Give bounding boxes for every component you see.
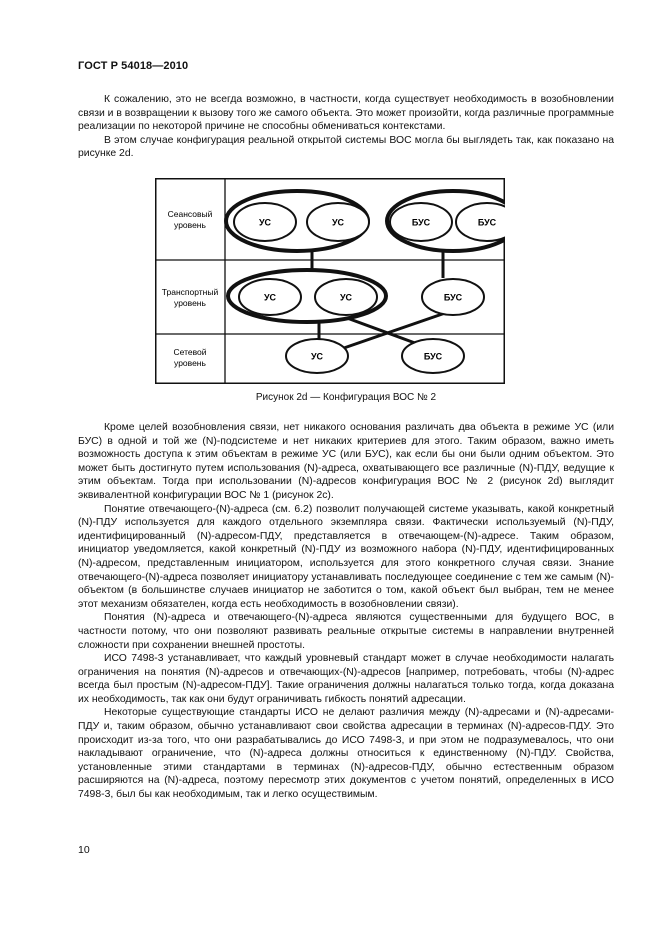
row-label-transport: Транспортный	[161, 287, 219, 297]
body-text	[78, 421, 614, 802]
intro-text	[78, 93, 614, 161]
connection-line	[347, 318, 415, 343]
paragraph: К сожалению, это не всегда возможно, в частности, когда существует необходимость в возобновлении связи и в возвращении к вызову того же самого объекта. Это может произойти, когда различные программные реализации по некоторой причине не способны обмениваться контекстами.	[78, 94, 614, 133]
row-label-session: Сеансовый	[167, 209, 213, 219]
node-label: УС	[263, 292, 277, 303]
row-label-session: уровень	[174, 220, 206, 230]
figure-caption: Рисунок 2d — Конфигурация ВОС № 2	[255, 392, 437, 403]
paragraph: В этом случае конфигурация реальной открытой системы ВОС могла бы выглядеть так, как показано на рисунке 2d.	[78, 134, 614, 160]
node-label: БУС	[411, 217, 431, 228]
node-label: БУС	[423, 351, 443, 362]
configuration-diagram	[155, 178, 505, 384]
node-label: УС	[331, 217, 345, 228]
paragraph: Понятия (N)-адреса и отвечающего-(N)-адреса являются существенными для будущего ВОС, в частности потому, что они позволяют развивать реальные открытые системы в направлении внутренней сложности при сохранении внешней простоты.	[78, 612, 614, 651]
page-number: 10	[78, 844, 90, 856]
node-label: УС	[339, 292, 353, 303]
node-label: УС	[258, 217, 272, 228]
row-label-transport: уровень	[174, 298, 206, 308]
document-header: ГОСТ Р 54018—2010	[78, 60, 189, 72]
node-label: БУС	[477, 217, 497, 228]
paragraph: ИСО 7498-3 устанавливает, что каждый уровневый стандарт может в случае необходимости налагать ограничения на понятия (N)-адресов и отвечающих-(N)-адресов [например, потребовать, чтобы (N)-адрес всегда был простым (N)-адресом-ПДУ]. Такие ограничения должны налагаться только тогда, когда доказана их необходимость, так как они будут ограничивать гибкость понятий адресации.	[78, 653, 614, 705]
paragraph: Понятие отвечающего-(N)-адреса (см. 6.2) позволит получающей системе указывать, какой конкретный (N)-ПДУ используется для каждого отдельного экземпляра связи. Фактически используемый (N)-ПДУ, идентифицированный (N)-адресом-ПДУ, представляется в отвечающем-(N)-адресе. Таким образом, инициатор уведомляется, какой конкретный (N)-ПДУ из возможного набора (N)-ПДУ, идентифицированных (N)-адресом, представленным инициатором, используется для этого конкретного случая связи. Знание отвечающего-(N)-адреса позволяет инициатору устанавливать последующее соединение с тем же самым (N)-объектом (в большинстве случаев инициатор не заботится о том, какой объект был выбран, тем не менее этот механизм обязателен, когда есть необходимость в возобновлении связи).	[78, 503, 614, 610]
node-label: УС	[310, 351, 324, 362]
paragraph: Некоторые существующие стандарты ИСО не делают различия между (N)-адресами и (N)-адресами-ПДУ и, таким образом, обычно устанавливают свои свойства адресации в терминах (N)-адресов-ПДУ. Это происходит из-за того, что они разрабатывались до ИСО 7498-3, и при этом не подразумевалось, что они накладывают ограничение, что (N)-адреса должны относиться к единственному (N)-ПДУ. Свойства, установленные этими стандартами в терминах (N)-адресов-ПДУ, обычно естественным образом расширяются на (N)-адреса, поэтому пересмотр этих документов с учетом понятий, определенных в ИСО 7498-3, был бы как необходимым, так и легко осуществимым.	[78, 707, 614, 801]
paragraph: Кроме целей возобновления связи, нет никакого основания различать два объекта в режиме УС (или БУС) в одной и той же (N)-подсистеме и нет никаких критериев для этого. Таким образом, важно иметь возможность доступа к этим объектам в режиме УС (или БУС), как если бы они были одним объектом. Это может быть достигнуто путем использования (N)-адреса, охватывающего все различные (N)-ПДУ, ведущие к этим объектам. Тогда при использовании (N)-адресов конфигурация ВОС № 2 (рисунок 2d) выглядит эквивалентной конфигурации ВОС № 1 (рисунок 2с).	[78, 422, 614, 501]
row-label-network: Сетевой	[173, 347, 207, 357]
row-label-network: уровень	[174, 358, 206, 368]
figure-2d-osi-configuration	[155, 178, 505, 384]
node-label: БУС	[443, 292, 463, 303]
